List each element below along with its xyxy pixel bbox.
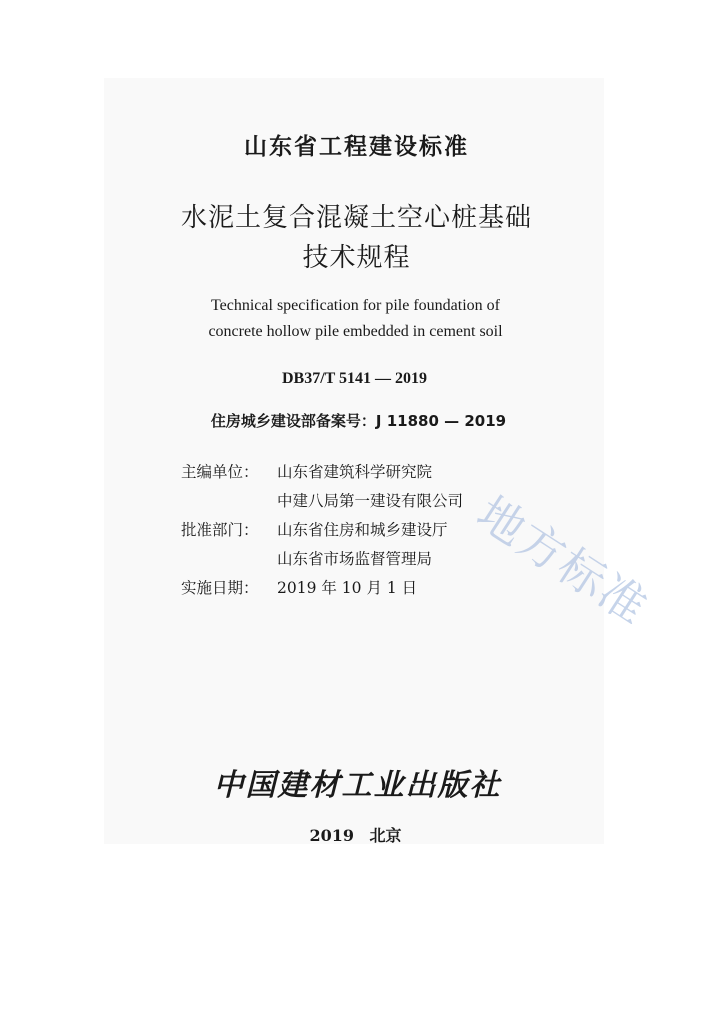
info-value: 2019 年 10 月 1 日	[277, 579, 418, 597]
english-title	[2, 293, 707, 345]
chinese-title-line-1: 水泥土复合混凝土空心桩基础	[180, 203, 532, 233]
info-label: 实施日期：	[181, 579, 259, 597]
info-row-effective-date	[181, 574, 463, 603]
info-value: 中建八局第一建设有限公司	[277, 492, 464, 510]
info-label: 批准部门：	[181, 521, 259, 539]
info-label	[181, 487, 277, 516]
footer-year-city: 2019 北京	[309, 826, 402, 845]
standard-series-title: 山东省工程建设标准	[244, 134, 469, 160]
publisher-logo-text: 中国建材工业出版社	[213, 768, 502, 803]
record-number: 住房城乡建设部备案号：J 11880 — 2019	[210, 412, 507, 430]
english-title-line-1: Technical specification for pile foundation of	[211, 297, 500, 314]
info-value: 山东省建筑科学研究院	[277, 463, 433, 481]
info-label	[181, 545, 277, 574]
info-value: 山东省住房和城乡建设厅	[277, 521, 448, 539]
info-value: 山东省市场监督管理局	[277, 550, 433, 568]
info-row-co-editor	[181, 487, 463, 516]
english-title-line-2: concrete hollow pile embedded in cement soil	[208, 323, 503, 340]
info-label: 主编单位：	[181, 463, 259, 481]
info-row-approval-dept	[181, 516, 463, 545]
publication-info	[181, 458, 463, 603]
chinese-title-line-2: 技术规程	[302, 243, 411, 273]
standard-number: DB37/T 5141 — 2019	[281, 370, 428, 387]
info-row-approval-dept-2	[181, 545, 463, 574]
info-row-chief-editor	[181, 458, 463, 487]
chinese-title	[3, 198, 707, 278]
watermark-text: 地方标准	[467, 485, 659, 636]
